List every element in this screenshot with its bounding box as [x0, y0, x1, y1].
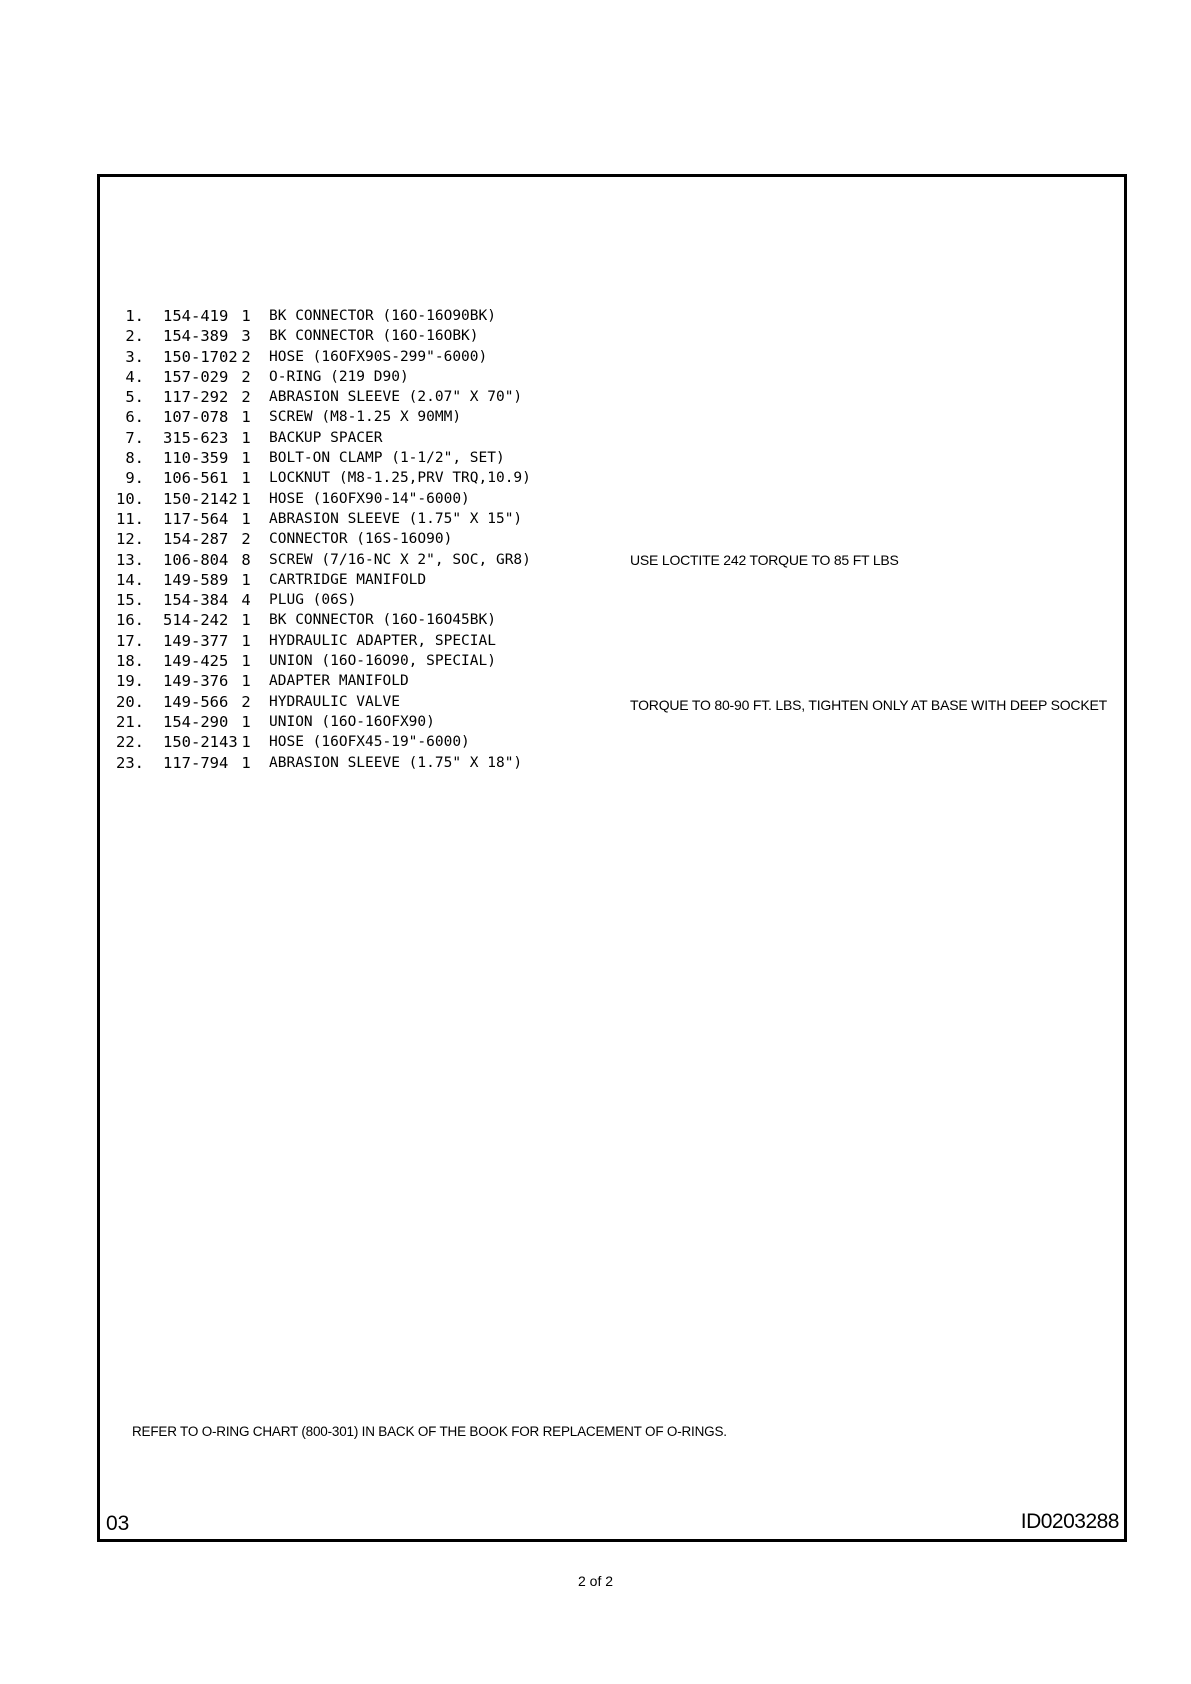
description: BK CONNECTOR (16O-16OBK) [269, 328, 479, 345]
quantity: 1 [241, 509, 251, 528]
part-number: 514-242 [163, 611, 229, 630]
part-number: 149-589 [163, 570, 229, 589]
description: BACKUP SPACER [269, 429, 383, 446]
quantity: 1 [241, 753, 251, 772]
part-number: 110-359 [163, 449, 229, 468]
description: HOSE (16OFX90S-299"-6000) [269, 348, 488, 365]
description: BOLT-ON CLAMP (1-1/2", SET) [269, 450, 505, 467]
part-number: 150-1702 [163, 347, 238, 366]
description: UNION (16O-16O90, SPECIAL) [269, 653, 496, 670]
quantity: 2 [241, 388, 251, 407]
item-number: 21. [116, 712, 144, 731]
quantity: 1 [241, 631, 251, 650]
quantity: 2 [241, 530, 251, 549]
description: ABRASION SLEEVE (1.75" X 15") [269, 510, 523, 527]
part-number: 315-623 [163, 428, 229, 447]
description: HYDRAULIC VALVE [269, 693, 400, 710]
part-number: 106-804 [163, 550, 229, 569]
quantity: 1 [241, 733, 251, 752]
item-number: 3. [125, 347, 144, 366]
item-number: 13. [116, 550, 144, 569]
description: CARTRIDGE MANIFOLD [269, 571, 427, 588]
quantity: 2 [241, 367, 251, 386]
quantity: 1 [241, 712, 251, 731]
quantity: 1 [241, 449, 251, 468]
description: UNION (16O-16OFX90) [269, 713, 435, 730]
description: HYDRAULIC ADAPTER, SPECIAL [269, 632, 496, 649]
item-number: 16. [116, 611, 144, 630]
quantity: 1 [241, 570, 251, 589]
quantity: 1 [241, 408, 251, 427]
part-number: 149-377 [163, 631, 229, 650]
quantity: 8 [241, 550, 251, 569]
item-number: 4. [125, 367, 144, 386]
item-number: 22. [116, 733, 144, 752]
part-number: 117-292 [163, 388, 229, 407]
item-number: 19. [116, 672, 144, 691]
description: SCREW (M8-1.25 X 90MM) [269, 409, 462, 426]
description: ADAPTER MANIFOLD [269, 673, 409, 690]
quantity: 4 [241, 591, 251, 610]
part-number: 106-561 [163, 469, 229, 488]
quantity: 2 [241, 692, 251, 711]
part-number: 154-290 [163, 712, 229, 731]
quantity: 1 [241, 489, 251, 508]
part-number: 154-389 [163, 327, 229, 346]
item-number: 9. [125, 469, 144, 488]
item-number: 1. [125, 307, 144, 325]
part-number: 150-2142 [163, 489, 238, 508]
part-number: 117-564 [163, 509, 229, 528]
part-number: 149-376 [163, 672, 229, 691]
part-number: 117-794 [163, 753, 229, 772]
item-number: 10. [116, 489, 144, 508]
description: LOCKNUT (M8-1.25,PRV TRQ,10.9) [269, 470, 531, 487]
item-number: 20. [116, 692, 144, 711]
item-number: 11. [116, 509, 144, 528]
item-number: 6. [125, 408, 144, 427]
item-number: 23. [116, 753, 144, 772]
part-number: 154-287 [163, 530, 229, 549]
part-number: 154-384 [163, 591, 229, 610]
description: HOSE (16OFX90-14"-6000) [269, 490, 470, 507]
loctite-torque-note: USE LOCTITE 242 TORQUE TO 85 FT LBS [630, 552, 899, 568]
description: ABRASION SLEEVE (1.75" X 18") [269, 754, 523, 771]
description: BK CONNECTOR (16O-16O90BK) [269, 308, 496, 324]
part-number: 150-2143 [163, 733, 238, 752]
quantity: 1 [241, 652, 251, 671]
item-number: 17. [116, 631, 144, 650]
quantity: 1 [241, 672, 251, 691]
quantity: 1 [241, 428, 251, 447]
description: HOSE (16OFX45-19"-6000) [269, 734, 470, 751]
item-number: 12. [116, 530, 144, 549]
description: SCREW (7/16-NC X 2", SOC, GR8) [269, 551, 531, 568]
item-number: 15. [116, 591, 144, 610]
quantity: 3 [241, 327, 251, 346]
description: CONNECTOR (16S-16O90) [269, 531, 453, 548]
item-number: 2. [125, 327, 144, 346]
sheet-code: 03 [106, 1512, 130, 1535]
item-number: 18. [116, 652, 144, 671]
description: ABRASION SLEEVE (2.07" X 70") [269, 389, 523, 406]
part-number: 157-029 [163, 367, 229, 386]
torque-tighten-note: TORQUE TO 80-90 FT. LBS, TIGHTEN ONLY AT BASE WITH DEEP SOCKET [630, 697, 1107, 713]
o-ring-chart-note: REFER TO O-RING CHART (800-301) IN BACK OF THE BOOK FOR REPLACEMENT OF O-RINGS. [132, 1424, 727, 1439]
part-number: 149-425 [163, 652, 229, 671]
item-number: 7. [125, 428, 144, 447]
description: BK CONNECTOR (16O-16O45BK) [269, 612, 496, 629]
part-number: 154-419 [163, 307, 229, 325]
quantity: 1 [241, 611, 251, 630]
item-number: 14. [116, 570, 144, 589]
description: PLUG (06S) [269, 592, 357, 609]
item-number: 8. [125, 449, 144, 468]
quantity: 1 [241, 469, 251, 488]
part-number: 149-566 [163, 692, 229, 711]
drawing-id: ID0203288 [1020, 1510, 1119, 1533]
quantity: 2 [241, 347, 251, 366]
quantity: 1 [241, 307, 251, 325]
page-number: 2 of 2 [577, 1573, 614, 1589]
description: O-RING (219 D90) [269, 368, 409, 385]
part-number: 107-078 [163, 408, 229, 427]
item-number: 5. [125, 388, 144, 407]
